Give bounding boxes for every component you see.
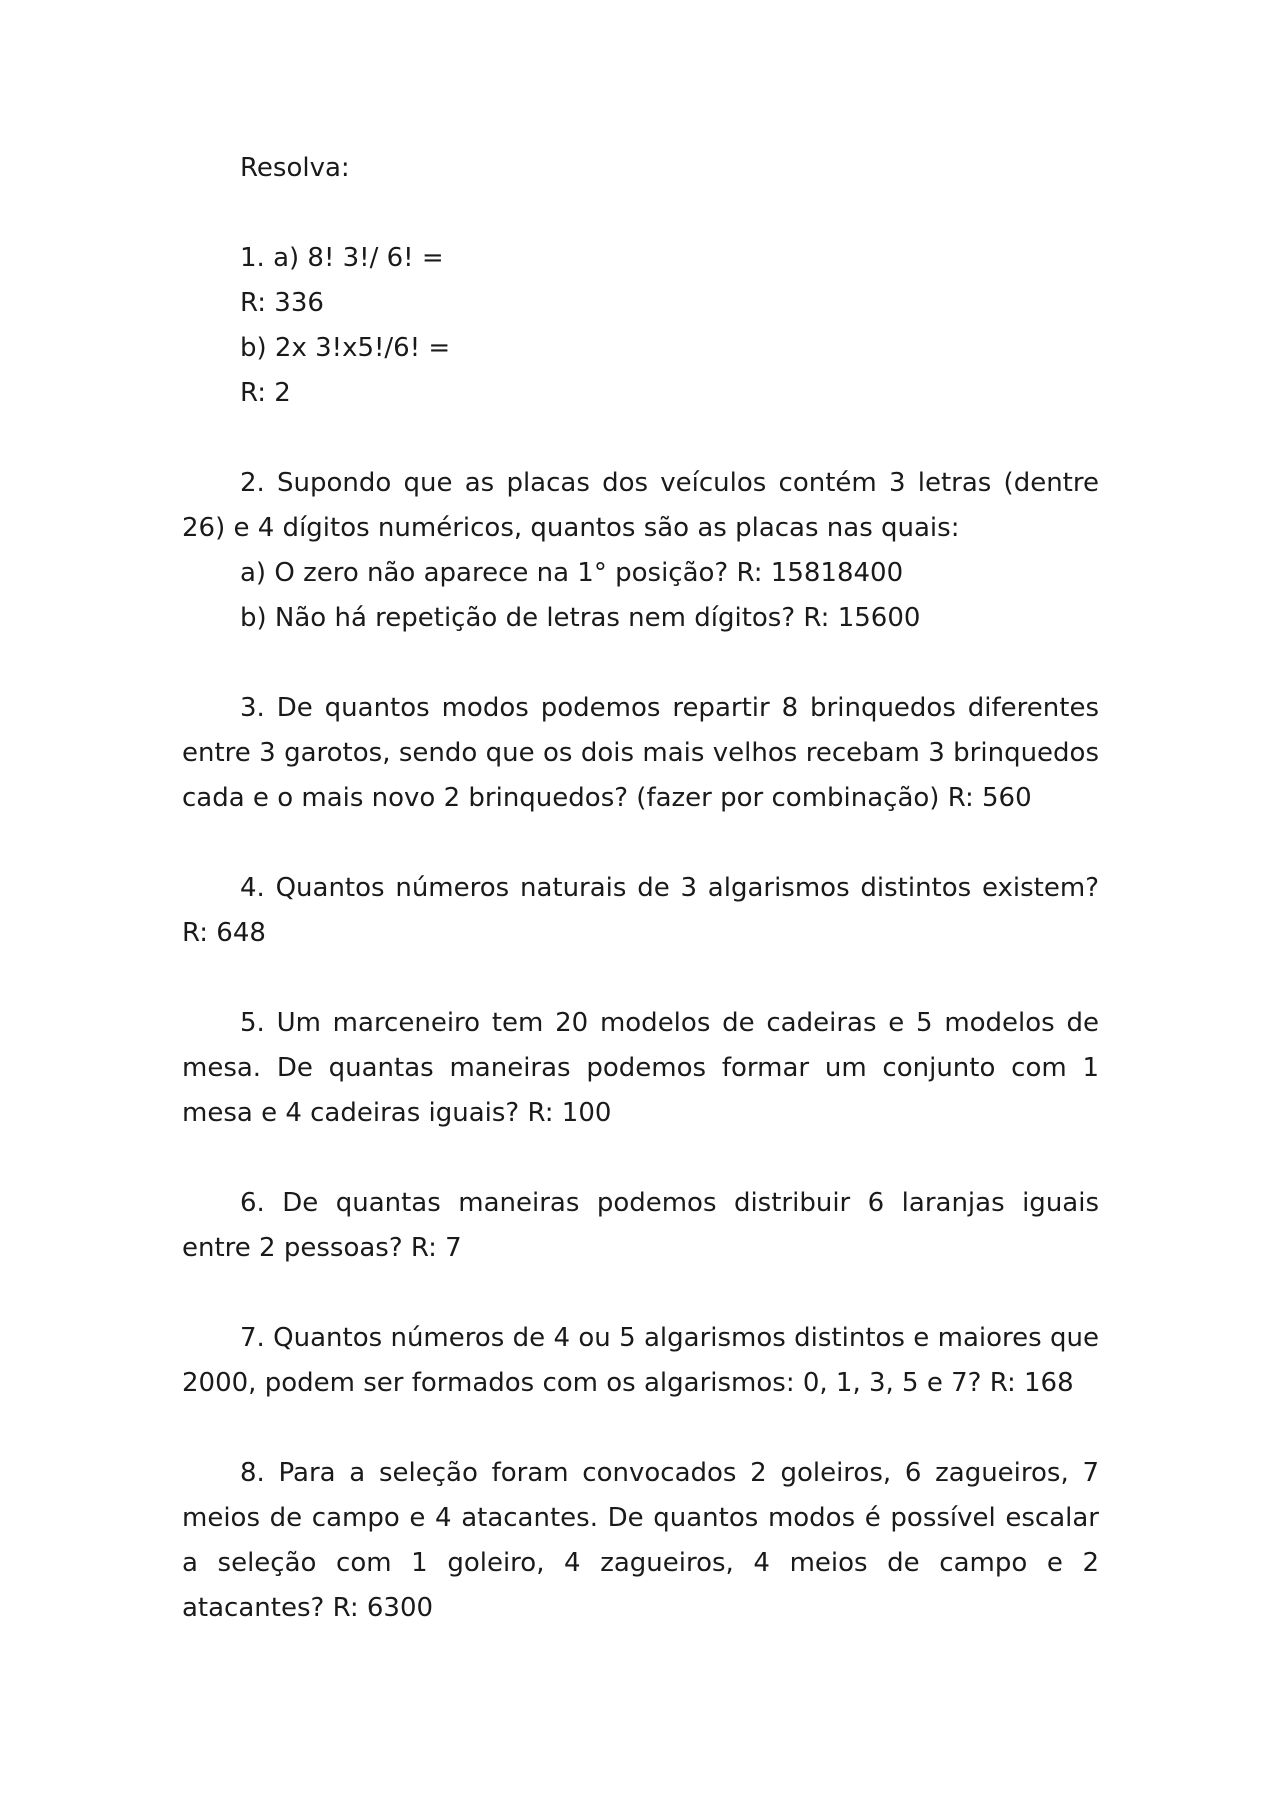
spacer — [182, 1406, 1099, 1451]
spacer — [182, 641, 1099, 686]
spacer — [182, 416, 1099, 461]
spacer — [182, 1136, 1099, 1181]
question-1 — [182, 236, 1099, 416]
spacer — [182, 821, 1099, 866]
question-5: 5. Um marceneiro tem 20 modelos de cadeiras e 5 modelos de mesa. De quantas maneiras podemos formar um conjunto com 1 mesa e 4 cadeiras iguais? R: 100 — [182, 1008, 1099, 1128]
question-2b: b) Não há repetição de letras nem dígitos? R: 15600 — [240, 603, 921, 633]
question-1a: 1. a) 8! 3!/ 6! = — [240, 243, 444, 273]
spacer — [182, 956, 1099, 1001]
question-2 — [182, 461, 1099, 641]
answer-1b: R: 2 — [240, 378, 291, 408]
question-8: 8. Para a seleção foram convocados 2 goleiros, 6 zagueiros, 7 meios de campo e 4 atacantes. De quantos modos é possível escalar a seleção com 1 goleiro, 4 zagueiros, 4 meios de campo e 2 atacantes? R: 6300 — [182, 1458, 1099, 1623]
question-6: 6. De quantas maneiras podemos distribuir 6 laranjas iguais entre 2 pessoas? R: 7 — [182, 1188, 1099, 1263]
answer-1a: R: 336 — [240, 288, 324, 318]
question-3: 3. De quantos modos podemos repartir 8 brinquedos diferentes entre 3 garotos, sendo que os dois mais velhos recebam 3 brinquedos cada e o mais novo 2 brinquedos? (fazer por combinação) R: 560 — [182, 693, 1099, 813]
question-4: 4. Quantos números naturais de 3 algarismos distintos existem? R: 648 — [182, 873, 1099, 948]
question-7: 7. Quantos números de 4 ou 5 algarismos distintos e maiores que 2000, podem ser formados com os algarismos: 0, 1, 3, 5 e 7? R: 168 — [182, 1323, 1099, 1398]
page-title: Resolva: — [240, 153, 350, 183]
question-2-text: 2. Supondo que as placas dos veículos contém 3 letras (dentre 26) e 4 dígitos numéricos, quantos são as placas nas quais: — [182, 468, 1099, 543]
spacer — [182, 191, 1099, 236]
question-1b: b) 2x 3!x5!/6! = — [240, 333, 451, 363]
spacer — [182, 1271, 1099, 1316]
question-2a: a) O zero não aparece na 1° posição? R: 15818400 — [240, 558, 904, 588]
